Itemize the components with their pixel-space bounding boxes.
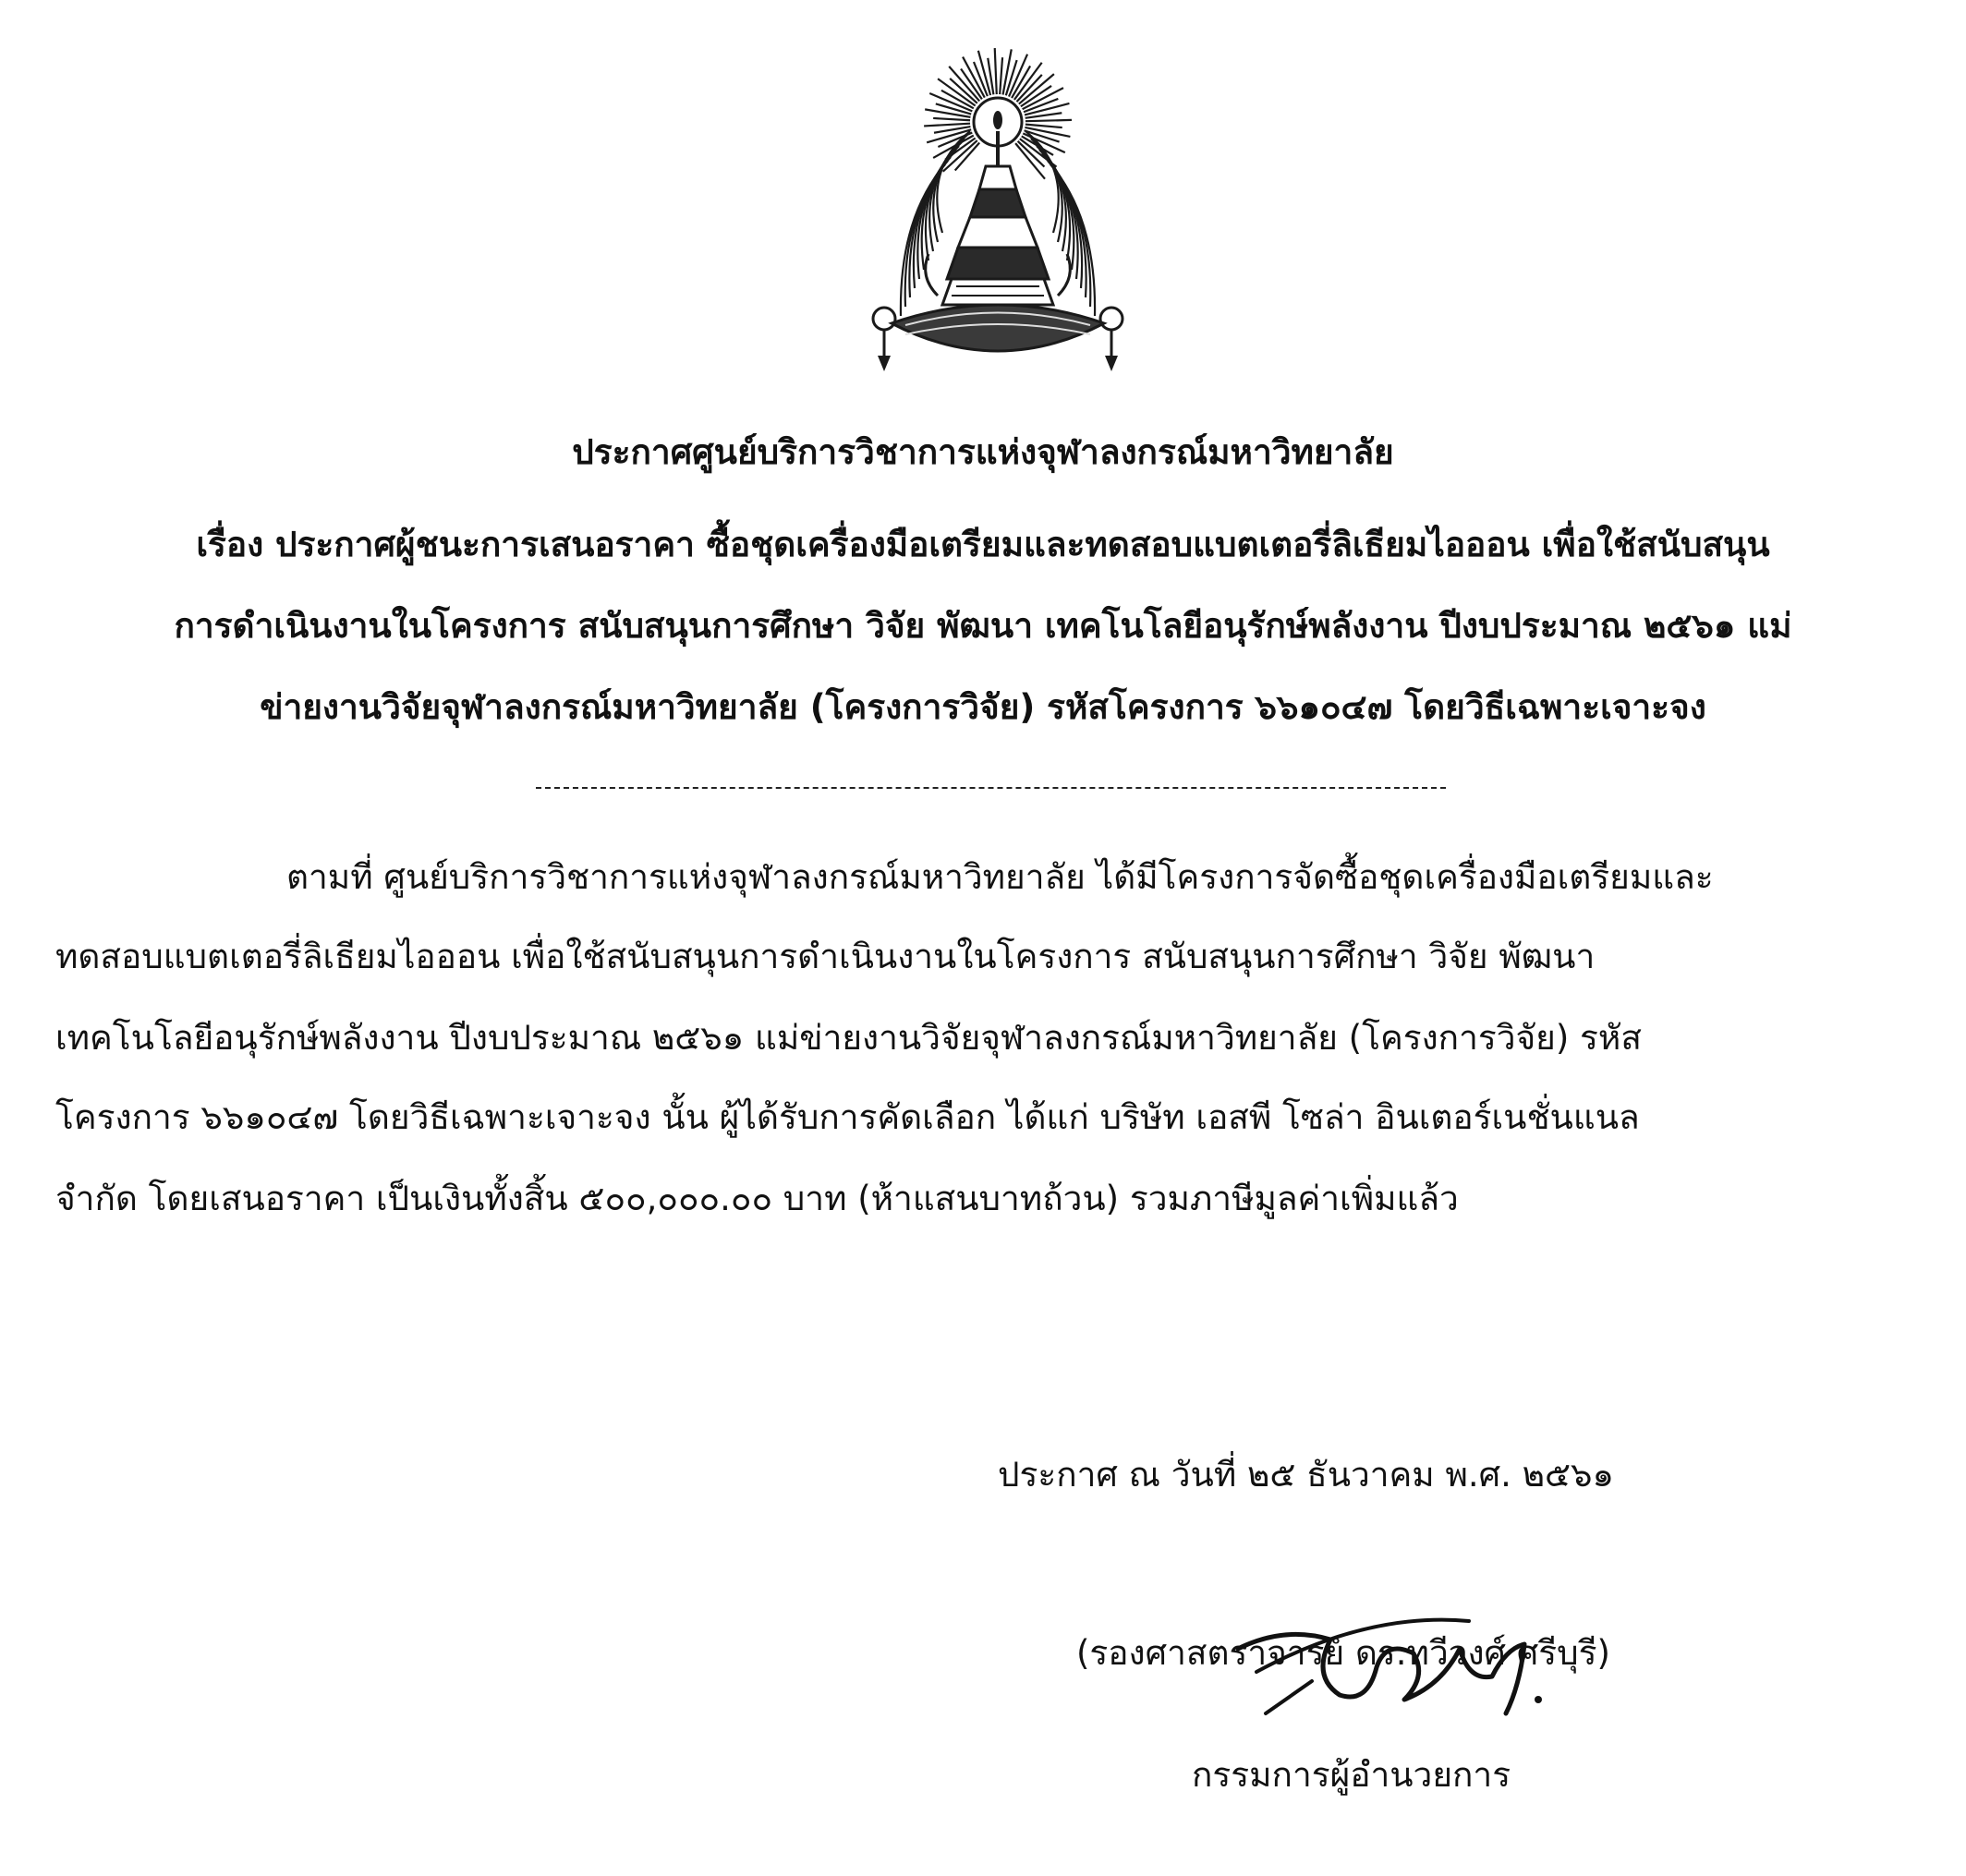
emblem-ray — [925, 109, 970, 117]
emblem-ray — [924, 124, 970, 127]
emblem-ray — [1000, 57, 1002, 94]
emblem-ray — [995, 48, 997, 94]
emblem-ray — [1019, 74, 1054, 103]
body-line-2: ทดสอบแบตเตอรี่ลิเธียมไอออน เพื่อใช้สนับสนุนการดำเนินงานในโครงการ สนับสนุนการศึกษา วิจัย พัฒนา — [55, 937, 1596, 976]
body-line-1: ตามที่ ศูนย์บริการวิชาการแห่งจุฬาลงกรณ์มหาวิทยาลัย ได้มีโครงการจัดซื้อชุดเครื่องมือเตรียมและ — [286, 857, 1714, 897]
announcement-heading-line-3: การดำเนินงานในโครงการ สนับสนุนการศึกษา วิจัย พัฒนา เทคโนโลยีอนุรักษ์พลังงาน ปีงบประมาณ ๒๕๖๑ แม่ — [174, 606, 1792, 646]
announcement-heading-line-1: ประกาศศูนย์บริการวิชาการแห่งจุฬาลงกรณ์มหาวิทยาลัย — [572, 432, 1394, 472]
emblem-ray — [1025, 125, 1062, 127]
body-line-4: โครงการ ๖๖๑๐๔๗ โดยวิธีเฉพาะเจาะจง นั้น ผู้ได้รับการคัดเลือก ได้แก่ บริษัท เอสพี โซล่า อินเตอร์เนชั่นแนล — [55, 1097, 1640, 1137]
emblem-ray — [1003, 49, 1012, 94]
emblem-ray — [1025, 120, 1072, 121]
body-line-5: จำกัด โดยเสนอราคา เป็นเงินทั้งสิ้น ๕๐๐,๐๐๐.๐๐ บาท (ห้าแสนบาทถ้วน) รวมภาษีมูลค่าเพิ่มแล้ว — [55, 1179, 1459, 1218]
signatory-name: (รองศาสตราจารย์ ดร.ทวีวงศ์ ศรีบุรี) — [1076, 1633, 1610, 1673]
emblem-ray — [933, 118, 970, 120]
body-line-3: เทคโนโลยีอนุรักษ์พลังงาน ปีงบประมาณ ๒๕๖๑ แม่ข่ายงานวิจัยจุฬาลงกรณ์มหาวิทยาลัย (โครงการวิจัย) รหัส — [55, 1018, 1642, 1058]
announcement-date: ประกาศ ณ วันที่ ๒๕ ธันวาคม พ.ศ. ๒๕๖๑ — [998, 1455, 1614, 1495]
signatory-title: กรรมการผู้อำนวยการ — [1192, 1755, 1511, 1795]
emblem-ray — [949, 67, 979, 102]
announcement-heading-line-4: ข่ายงานวิจัยจุฬาลงกรณ์มหาวิทยาลัย (โครงการวิจัย) รหัสโครงการ ๖๖๑๐๔๗ โดยวิธีเฉพาะเจาะจง — [260, 687, 1706, 727]
announcement-heading-line-2: เรื่อง ประกาศผู้ชนะการเสนอราคา ซื้อชุดเครื่องมือเตรียมและทดสอบแบตเตอรี่ลิเธียมไอออน เพื่อใช้สนับสนุน — [196, 525, 1770, 564]
separator-line — [536, 787, 1446, 789]
chulalongkorn-phra-kiao-emblem-icon — [864, 37, 1132, 406]
